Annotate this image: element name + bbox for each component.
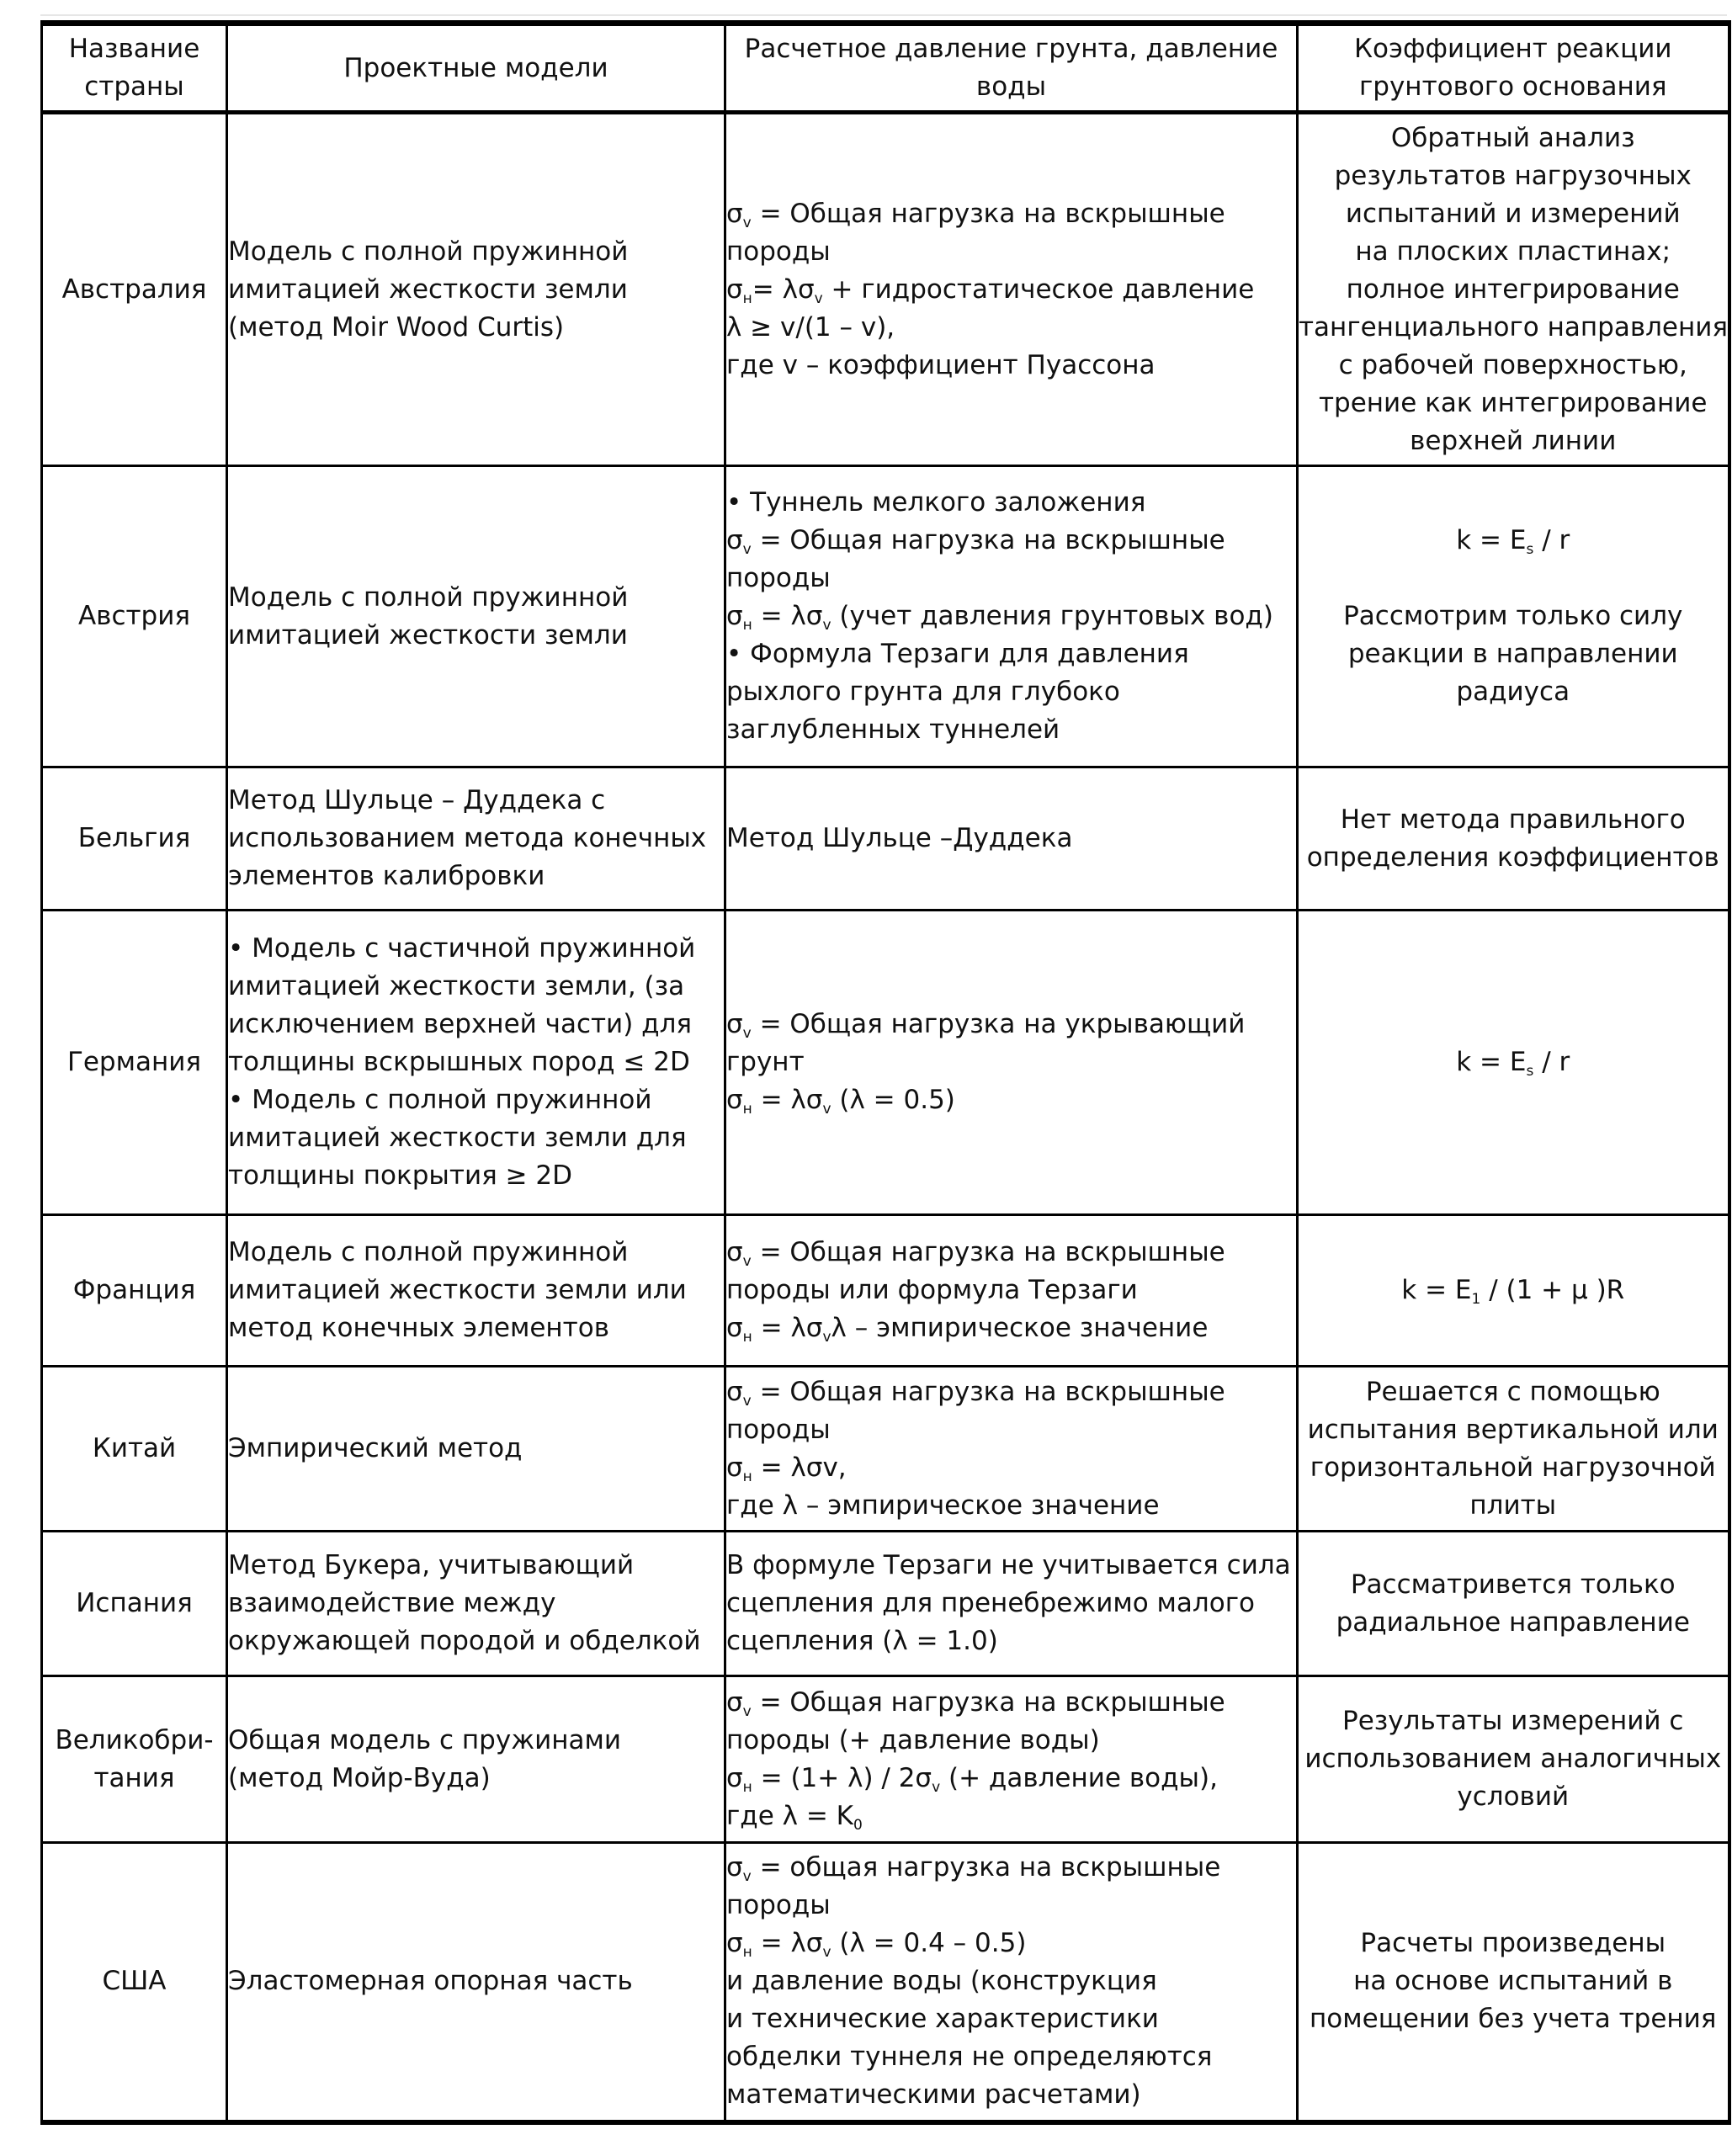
subscript: v xyxy=(822,1101,831,1118)
pressure-line: $\sigma_v$ = Общая нагрузка на вскрышные xyxy=(726,1376,1225,1410)
pressure-line: породы xyxy=(726,563,831,593)
country-name-line: США xyxy=(102,1966,167,1997)
coefficient-line: Результаты измерений с xyxy=(1342,1706,1684,1736)
coefficient-line: помещении без учета трения xyxy=(1310,2004,1717,2035)
coefficient-line: использованием аналогичных xyxy=(1304,1744,1722,1774)
coefficient-cell xyxy=(1298,1532,1729,1676)
coefficient-line: результатов нагрузочных xyxy=(1334,160,1692,191)
table-row xyxy=(42,911,1729,1215)
pressure-line: В формуле Терзаги не учитывается сила xyxy=(726,1550,1291,1580)
coefficient-line: радиуса xyxy=(1456,677,1570,707)
pressure-line: породы или формула Терзаги xyxy=(726,1275,1138,1305)
coefficient-cell xyxy=(1298,1215,1729,1367)
country-cell xyxy=(42,1532,227,1676)
coefficient-line: трение как интегрирование xyxy=(1318,387,1708,418)
pressure-cell xyxy=(725,1367,1298,1532)
design-model-line: окружающей породой и обделкой xyxy=(228,1626,701,1656)
table-row xyxy=(42,1676,1729,1843)
coefficient-line: Обратный анализ xyxy=(1390,122,1635,153)
design-model-line: Общая модель с пружинами xyxy=(228,1724,622,1755)
pressure-line: $\sigma_н = (1+ \lambda) / 2\sigma_v$ (+ давление воды), xyxy=(726,1762,1218,1796)
design-model-line: имитацией жесткости земли xyxy=(228,619,628,651)
coefficient-line: горизонтальной нагрузочной xyxy=(1310,1452,1716,1483)
pressure-line: породы (+ давление воды) xyxy=(726,1724,1100,1755)
coefficient-line: $k = E_1 / (1 + \mu$ )R xyxy=(1401,1275,1625,1308)
coefficient-line: полное интегрирование xyxy=(1346,273,1680,305)
design-model-cell xyxy=(227,1215,725,1367)
design-models-comparison-table xyxy=(40,20,1731,2125)
subscript: v xyxy=(822,1329,831,1346)
country-name-line: Германия xyxy=(66,1047,202,1077)
coefficient-cell xyxy=(1298,466,1729,767)
design-model-line: • Модель с полной пружинной xyxy=(228,1085,652,1115)
design-model-cell xyxy=(227,1676,725,1843)
coefficient-line: $k = E_s / r$ xyxy=(1456,525,1570,558)
header-text-line: Расчетное давление грунта, давление xyxy=(744,34,1278,64)
pressure-line: рыхлого грунта для глубоко xyxy=(726,677,1120,707)
header-text-line: Проектные модели xyxy=(343,52,608,83)
country-cell xyxy=(42,767,227,911)
design-model-cell xyxy=(227,1367,725,1532)
design-model-line: Эластомерная опорная часть xyxy=(228,1966,633,1997)
design-model-line: Модель с полной пружинной xyxy=(228,581,629,613)
subscript: v xyxy=(822,1944,831,1962)
header-text-line: грунтового основания xyxy=(1358,72,1667,102)
pressure-line: $\sigma_v$ = Общая нагрузка на вскрышные xyxy=(726,198,1225,231)
pressure-line: грунт xyxy=(726,1047,805,1077)
pressure-line: • Формула Терзаги для давления xyxy=(726,639,1189,669)
coefficient-line: условий xyxy=(1457,1782,1570,1812)
pressure-cell xyxy=(725,1215,1298,1367)
subscript: v xyxy=(742,1868,752,1886)
country-cell xyxy=(42,1676,227,1843)
subscript: н xyxy=(742,1329,752,1346)
pressure-line: $\sigma_н = \lambda\sigma_v$ (учет давления грунтовых вод) xyxy=(726,601,1273,634)
coefficient-line: Расчеты произведены xyxy=(1360,1928,1666,1959)
coefficient-line: на основе испытаний в xyxy=(1353,1966,1673,1997)
coefficient-line: на плоских пластинах; xyxy=(1355,236,1671,267)
subscript: v xyxy=(742,1025,752,1042)
design-model-line: имитацией жесткости земли xyxy=(228,273,628,305)
subscript: s xyxy=(1526,541,1534,558)
country-cell xyxy=(42,1215,227,1367)
design-model-line: исключением верхней части) для xyxy=(228,1009,693,1039)
subscript: v xyxy=(742,1392,752,1410)
pressure-line: породы xyxy=(726,1414,831,1445)
coefficient-line: испытания вертикальной или xyxy=(1307,1414,1719,1445)
table-row xyxy=(42,1843,1729,2122)
pressure-line: $\sigma_v$ = общая нагрузка на вскрышные xyxy=(726,1852,1221,1886)
design-model-line: использованием метода конечных xyxy=(228,823,707,853)
pressure-cell xyxy=(725,911,1298,1215)
pressure-line: и давление воды (конструкция xyxy=(726,1966,1157,1997)
pressure-line: и технические характеристики xyxy=(726,2004,1159,2035)
design-model-line: метод конечных элементов xyxy=(228,1313,609,1343)
design-model-line: элементов калибровки xyxy=(228,861,545,891)
coefficient-cell xyxy=(1298,911,1729,1215)
subscript: v xyxy=(742,541,752,558)
table-body xyxy=(42,113,1729,2122)
coefficient-line: испытаний и измерений xyxy=(1345,198,1681,229)
table-row xyxy=(42,767,1729,911)
country-cell xyxy=(42,911,227,1215)
coefficient-line: Решается с помощью xyxy=(1365,1376,1660,1407)
design-model-line: Эмпирический метод xyxy=(228,1433,523,1463)
country-name-line: тания xyxy=(93,1762,175,1793)
design-model-line: (метод Мойр-Вуда) xyxy=(228,1762,491,1793)
pressure-line: где $\lambda = K_0$ xyxy=(726,1800,863,1834)
coefficient-line: реакции в направлении xyxy=(1347,639,1678,669)
header-soil-water-pressure xyxy=(725,24,1298,113)
country-name-line: Австрия xyxy=(77,601,191,631)
pressure-cell xyxy=(725,1843,1298,2122)
pressure-line: $\sigma_v$ = Общая нагрузка на вскрышные xyxy=(726,525,1225,558)
pressure-line: • Туннель мелкого заложения xyxy=(726,487,1146,518)
coefficient-cell xyxy=(1298,767,1729,911)
subscript: v xyxy=(822,617,831,634)
design-model-line: Метод Букера, учитывающий xyxy=(228,1550,635,1580)
country-name-line: Бельгия xyxy=(77,823,191,853)
pressure-line: $\sigma_н= \lambda\sigma_v$ + гидростатическое давление xyxy=(726,273,1255,307)
table-header-row xyxy=(42,24,1729,113)
coefficient-line: определения коэффициентов xyxy=(1306,842,1719,873)
design-model-line: имитацией жесткости земли, (за xyxy=(228,971,685,1001)
pressure-line: $\sigma_н = \lambda\sigma v$, xyxy=(726,1452,847,1485)
coefficient-cell xyxy=(1298,113,1729,466)
design-model-cell xyxy=(227,911,725,1215)
design-model-line: Метод Шульце – Дуддека с xyxy=(228,785,606,815)
subscript: v xyxy=(932,1778,941,1796)
pressure-line: породы xyxy=(726,236,831,267)
subscript: н xyxy=(742,1468,752,1485)
subscript: s xyxy=(1526,1063,1534,1080)
header-design-models xyxy=(227,24,725,113)
country-cell xyxy=(42,466,227,767)
pressure-line: $\sigma_v$ = Общая нагрузка на вскрышные xyxy=(726,1686,1225,1720)
pressure-line: $\sigma_v$ = Общая нагрузка на укрывающий xyxy=(726,1009,1246,1042)
subscript: н xyxy=(742,1944,752,1962)
pressure-line: $\sigma_н = \lambda\sigma_v\lambda$ – эмпирическое значение xyxy=(726,1313,1209,1346)
coefficient-line: с рабочей поверхностью, xyxy=(1338,349,1687,380)
country-cell xyxy=(42,1843,227,2122)
pressure-cell xyxy=(725,1676,1298,1843)
table-row xyxy=(42,1532,1729,1676)
table-caption-cutoff xyxy=(0,0,1732,13)
pressure-line: сцепления для пренебрежимо малого xyxy=(726,1588,1255,1618)
country-name-line: Китай xyxy=(92,1433,177,1463)
table-row xyxy=(42,1215,1729,1367)
pressure-line: сцепления (λ = 1.0) xyxy=(726,1626,998,1656)
header-subgrade-reaction-coefficient xyxy=(1298,24,1729,113)
pressure-line: $\sigma_н = \lambda\sigma_v$ (λ = 0.5) xyxy=(726,1085,955,1118)
design-model-cell xyxy=(227,1843,725,2122)
country-name-line: Австралия xyxy=(61,273,207,305)
design-model-line: Модель с полной пружинной xyxy=(228,1237,629,1267)
subscript: 0 xyxy=(853,1816,863,1834)
subscript: v xyxy=(814,289,823,307)
coefficient-line: радиальное направление xyxy=(1336,1606,1690,1638)
coefficient-cell xyxy=(1298,1843,1729,2122)
subscript: 1 xyxy=(1471,1291,1481,1308)
pressure-line: породы xyxy=(726,1890,831,1921)
coefficient-cell xyxy=(1298,1676,1729,1843)
country-cell xyxy=(42,1367,227,1532)
subscript: н xyxy=(742,1778,752,1796)
pressure-line: где λ – эмпирическое значение xyxy=(726,1490,1160,1521)
coefficient-line: Нет метода правильного xyxy=(1340,804,1686,835)
subscript: v xyxy=(742,1253,752,1270)
country-name-line: Франция xyxy=(72,1275,196,1305)
coefficient-cell xyxy=(1298,1367,1729,1532)
header-country xyxy=(42,24,227,113)
caption-divider xyxy=(40,14,1727,16)
design-model-cell xyxy=(227,466,725,767)
blank-line xyxy=(1299,560,1728,597)
country-name-line: Великобри- xyxy=(55,1724,214,1755)
subscript: н xyxy=(742,1101,752,1118)
subscript: v xyxy=(742,214,752,231)
design-model-line: имитацией жесткости земли для xyxy=(228,1123,687,1153)
pressure-cell xyxy=(725,1532,1298,1676)
pressure-cell xyxy=(725,466,1298,767)
header-text-line: воды xyxy=(975,72,1047,102)
design-model-cell xyxy=(227,767,725,911)
country-name-line: Испания xyxy=(76,1588,193,1618)
country-cell xyxy=(42,113,227,466)
pressure-line: $\sigma_v$ = Общая нагрузка на вскрышные xyxy=(726,1237,1225,1270)
coefficient-line: Рассматривется только xyxy=(1350,1569,1676,1600)
pressure-line: заглубленных туннелей xyxy=(726,714,1060,745)
table-row xyxy=(42,1367,1729,1532)
coefficient-line: верхней линии xyxy=(1410,425,1617,456)
design-model-line: толщины покрытия ≥ 2D xyxy=(228,1160,573,1191)
table-row xyxy=(42,466,1729,767)
pressure-line: $\sigma_н = \lambda\sigma_v$ (λ = 0.4 – 0.5) xyxy=(726,1928,1027,1962)
subscript: н xyxy=(742,289,752,307)
design-model-line: толщины вскрышных пород ≤ 2D xyxy=(228,1047,690,1077)
subscript: v xyxy=(742,1702,752,1720)
pressure-line: где v – коэффициент Пуассона xyxy=(726,349,1156,380)
pressure-cell xyxy=(725,113,1298,466)
pressure-line: математическими расчетами) xyxy=(726,2079,1141,2111)
design-model-line: взаимодействие между xyxy=(228,1588,556,1618)
coefficient-line: плиты xyxy=(1469,1490,1557,1521)
pressure-line: обделки туннеля не определяются xyxy=(726,2042,1213,2073)
coefficient-line: тангенциального направления xyxy=(1299,311,1729,343)
header-text-line: Название xyxy=(68,34,200,64)
header-text-line: страны xyxy=(84,72,184,102)
pressure-line: Метод Шульце –Дуддека xyxy=(726,823,1073,853)
subscript: н xyxy=(742,617,752,634)
pressure-cell xyxy=(725,767,1298,911)
design-model-line: имитацией жесткости земли или xyxy=(228,1275,687,1305)
coefficient-line: Рассмотрим только силу xyxy=(1343,601,1683,631)
design-model-line: Модель с полной пружинной xyxy=(228,236,629,267)
header-text-line: Коэффициент реакции xyxy=(1353,34,1672,64)
design-model-line: (метод Moir Wood Curtis) xyxy=(228,311,565,343)
coefficient-line: $k = E_s / r$ xyxy=(1456,1047,1570,1080)
table-row xyxy=(42,113,1729,466)
design-model-cell xyxy=(227,1532,725,1676)
pressure-line: λ ≥ v/(1 – v), xyxy=(726,311,895,343)
design-model-line: • Модель с частичной пружинной xyxy=(228,933,696,964)
design-model-cell xyxy=(227,113,725,466)
